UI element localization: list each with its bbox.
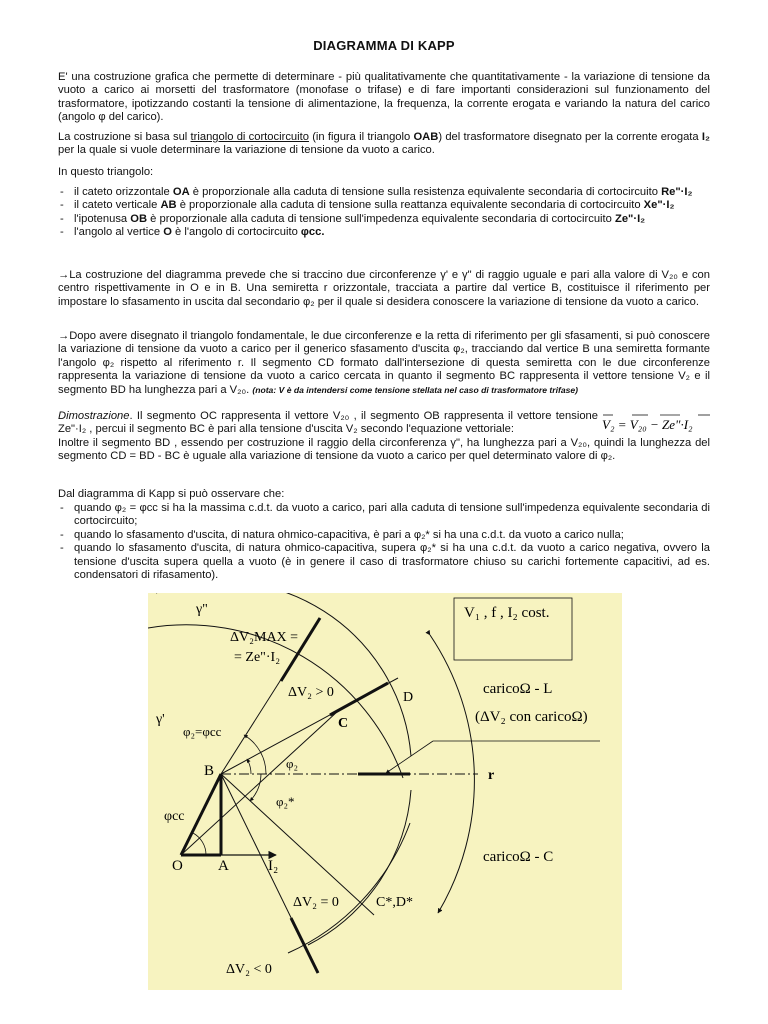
triangle-paragraph [58,131,710,158]
list-item: - quando φ₂ = φcc si ha la massima c.d.t. da vuoto a carico, pari alla caduta di tensione sull'impedenza equivalente secondaria di cortocircuito; [58,502,710,529]
text-run: il cateto verticale [74,199,161,212]
text-run: è l'angolo di cortocircuito [171,226,301,239]
text-bold: Re"·I₂ [661,186,693,198]
text-bold: Xe"·I₂ [643,199,675,212]
method-paragraph [58,330,710,397]
text-bold: I₂ [701,131,710,143]
label-point-cd-star: C*,D* [376,895,413,910]
text-run: . Il segmento OC rappresenta il vettore V₂₀ , il segmento OB rappresenta il vettore tensione Ze"·I₂ , percui il segmento BC è pari alla tensione d'uscita V₂ secondo l'equazione vettoriale: [58,410,598,436]
label-dv-neg: ΔV₂ < 0 [226,962,272,977]
text-bold: OAB [413,131,439,143]
label-dv-max-2: = Ze"·I₂ [234,650,281,665]
label-i2: I₂ [268,858,279,874]
label-dv-pos: ΔV₂ > 0 [288,685,334,700]
triangle-list [58,186,710,240]
label-load-l-sub: (ΔV₂ con caricoΩ) [475,709,588,725]
construction-paragraph: →La costruzione del diagramma prevede che si traccino due circonferenze γ' e γ" di raggio uguale e pari alla valore di V₂₀ e con centro rispettivamente in O e in B. Una semiretta r orizzontale, tracciata a partire dal vertice B, costituisce il riferimento per impostare lo sfasamento in uscita dal secondario φ₂ per il quale si desidera conoscere la variazione di tensione da vuoto a carico. [58,269,710,308]
note-text: (nota: V è da intendersi come tensione stellata nel caso di trasformatore trifase) [252,384,579,395]
demonstration-continued: Inoltre il segmento BD , essendo per costruzione il raggio della circonferenza γ", ha lunghezza pari a V₂₀, quindi la lunghezza del segmento CD = BD - BC è uguale alla variazione di tensione da vuoto a carico per quel determinato valore di φ₂. [58,437,710,463]
label-point-d: D [403,690,414,705]
observation-intro: Dal diagramma di Kapp si può osservare che: [58,488,285,500]
text-run: è proporzionale alla caduta di tensione sulla reattanza equivalente secondaria di cortocircuito [176,199,644,212]
text-run: ) del trasformatore disegnato per la corrente erogata [438,131,702,143]
label-r: r [488,768,495,783]
text-bold: φcc. [300,226,325,239]
text-run: è proporzionale alla caduta di tensione sulla resistenza equivalente secondaria di cortocircuito [189,186,662,198]
text-run: per la quale si vuole determinare la variazione di tensione da vuoto a carico. [58,144,435,157]
text-run: l'angolo al vertice [74,226,164,239]
label-phicc: φcc [164,809,185,824]
list-item [58,186,710,199]
label-point-o: O [172,858,183,874]
diagram-background [148,593,622,990]
label-phi-eq: φ₂=φcc [183,724,222,739]
label-gamma1: γ' [156,712,165,727]
conditions-text: V₁ , f , I₂ cost. [464,605,550,621]
demonstration-paragraph [58,410,598,437]
text-bold: AB [160,199,177,212]
list-item [58,213,710,226]
text-bold: OB [130,212,148,225]
text-run: La costruzione si basa sul [58,131,191,143]
text-bold: Ze"·I₂ [614,212,646,225]
text-run: il cateto orizzontale [74,186,173,198]
list-item: - quando lo sfasamento d'uscita, di natura ohmico-capacitiva, supera φ₂* si ha una c.d.t. da vuoto a carico negativa, ovvero la tensione d'uscita supera quella a vuoto (è in genere il caso di trasformatore chiuso su carichi fortemente capacitivi, ad es. condensatori di rifasamento). [58,542,710,582]
label-gamma2: γ" [196,602,208,617]
triangle-link[interactable]: triangolo di cortocircuito [190,131,309,143]
demonstration-label: Dimostrazione [58,410,130,422]
text-run: (in figura il triangolo [308,131,414,143]
kapp-diagram [148,593,622,990]
text-bold: OA [172,186,190,198]
label-load-c: caricoΩ - C [483,849,554,865]
vector-equation [600,410,718,440]
intro-paragraph: E' una costruzione grafica che permette di determinare - più qualitativamente che quantitativamente - la variazione di tensione da vuoto a carico ai morsetti del trasformatore (monofase o trifase) e di fare importanti considerazioni sul funzionamento del trasformatore, ipotizzando costanti la tensione di alimentazione, la frequenza, la corrente erogata e variando la natura del carico (angolo φ del carico). [58,71,710,124]
text-run: →Dopo avere disegnato il triangolo fondamentale, le due circonferenze e la retta di riferimento per gli sfasamenti, si può conoscere la variazione di tensione da vuoto a carico per il generico sfasamento d'uscita φ₂, tracciando dal vertice B una semiretta formante l'angolo φ₂ rispetto al riferimento r. Il segmento CD formato dall'intersezione di questa semiretta con le due circonferenze rappresenta la variazione di tensione da vuoto a carico cercata in quanto il segmento BC rappresenta il vettore tensione V₂ e il segmento BD ha lunghezza pari a V₂₀. [58,330,710,396]
list-item [58,226,710,239]
label-dv-max-1: ΔV₂MAX = [230,630,299,645]
text-run: l'ipotenusa [74,212,131,225]
label-phi2: φ₂ [286,756,299,771]
label-point-c: C [338,716,349,731]
list-item [58,199,710,212]
label-point-a: A [218,858,229,874]
label-point-b: B [204,763,215,779]
text-bold: O [163,226,172,239]
label-phi2star: φ₂* [276,794,295,809]
label-dv-zero: ΔV₂ = 0 [293,895,339,910]
page-title: DIAGRAMMA DI KAPP [313,38,455,53]
label-load-l: caricoΩ - L [483,681,553,697]
equation-text: V₂ = V₂₀ − Ze"·I₂ [602,417,693,432]
triangle-intro: In questo triangolo: [58,166,154,178]
text-run: è proporzionale alla caduta di tensione sull'impedenza equivalente secondaria di cortocircuito [147,212,615,225]
observation-list [58,502,710,582]
list-item: - quando lo sfasamento d'uscita, di natura ohmico-capacitiva, è pari a φ₂* si ha una c.d.t. da vuoto a carico nulla; [58,529,710,542]
